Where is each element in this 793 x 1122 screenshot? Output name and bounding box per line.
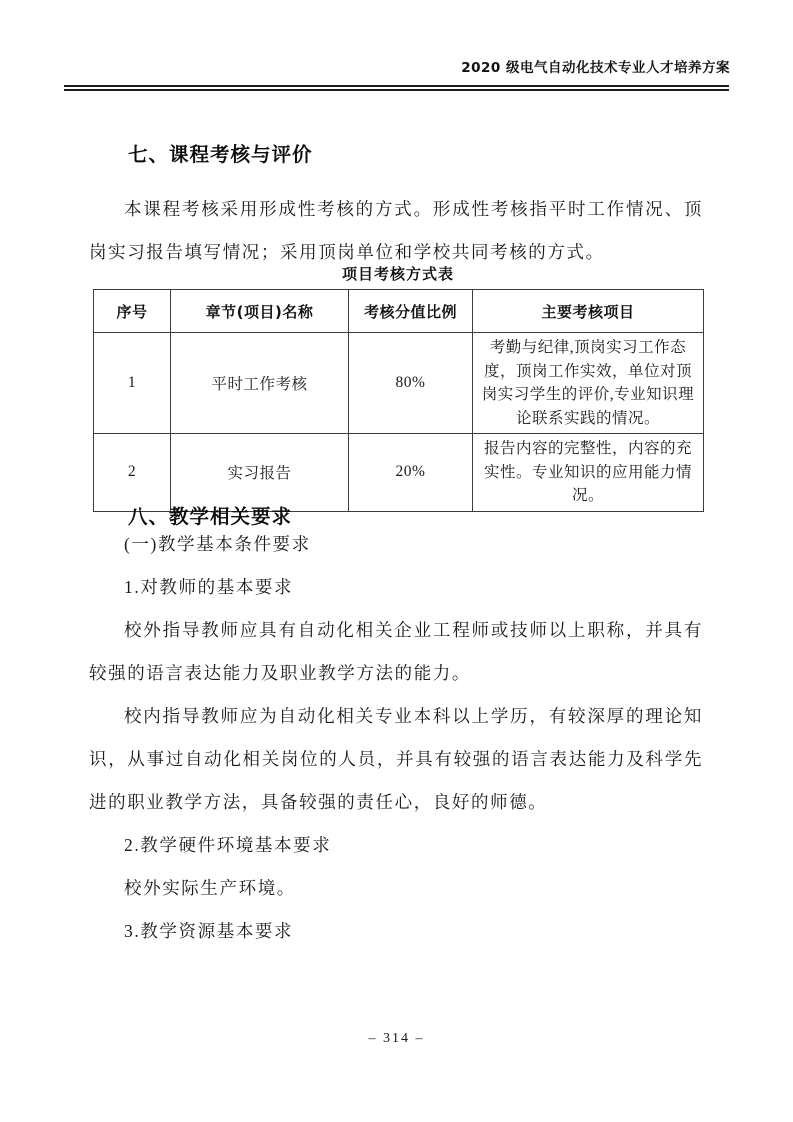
table-header-no: 序号 bbox=[94, 290, 171, 333]
table-header-ratio: 考核分值比例 bbox=[349, 290, 473, 333]
cell-ratio: 20% bbox=[349, 434, 473, 512]
table-row bbox=[94, 434, 704, 512]
table-header-row bbox=[94, 290, 704, 333]
section8-paragraph: 校外实际生产环境。 bbox=[124, 878, 296, 898]
section8-item-3: 3.教学资源基本要求 bbox=[124, 921, 294, 941]
section8-paragraph: 校内指导教师应为自动化相关专业本科以上学历，有较深厚的理论知识，从事过自动化相关岗位的人员，并具有较强的语言表达能力及科学先进的职业教学方法，具备较强的责任心，良好的师德。 bbox=[89, 706, 703, 812]
section8-body bbox=[89, 523, 703, 953]
section8-paragraph: 校外指导教师应具有自动化相关企业工程师或技师以上职称，并具有较强的语言表达能力及职业教学方法的能力。 bbox=[89, 620, 703, 683]
header-double-rule bbox=[64, 85, 729, 91]
cell-ratio: 80% bbox=[349, 333, 473, 434]
running-header-title: 2020 级电气自动化技术专业人才培养方案 bbox=[461, 60, 730, 76]
table-row bbox=[94, 333, 704, 434]
cell-no: 2 bbox=[94, 434, 171, 512]
cell-name: 平时工作考核 bbox=[171, 333, 349, 434]
section8-item-1: 1.对教师的基本要求 bbox=[124, 577, 294, 597]
section8-item-2: 2.教学硬件环境基本要求 bbox=[124, 835, 332, 855]
section8-subheading: (一)教学基本条件要求 bbox=[124, 534, 311, 554]
section8-heading: 八、教学相关要求 bbox=[128, 505, 293, 528]
cell-name: 实习报告 bbox=[171, 434, 349, 512]
assessment-method-table bbox=[93, 289, 704, 512]
page-number: – 314 – bbox=[368, 1031, 425, 1046]
section7-paragraph: 本课程考核采用形成性考核的方式。形成性考核指平时工作情况、顶岗实习报告填写情况；采用顶岗单位和学校共同考核的方式。 bbox=[89, 198, 703, 262]
table-caption: 项目考核方式表 bbox=[341, 265, 454, 283]
table-header-name: 章节(项目)名称 bbox=[171, 290, 349, 333]
cell-items: 报告内容的完整性，内容的充实性。专业知识的应用能力情况。 bbox=[473, 434, 704, 512]
cell-items: 考勤与纪律,顶岗实习工作态度，顶岗工作实效，单位对顶岗实习学生的评价,专业知识理论联系实践的情况。 bbox=[473, 333, 704, 434]
section7-heading: 七、课程考核与评价 bbox=[128, 143, 313, 166]
cell-no: 1 bbox=[94, 333, 171, 434]
table-header-items: 主要考核项目 bbox=[473, 290, 704, 333]
